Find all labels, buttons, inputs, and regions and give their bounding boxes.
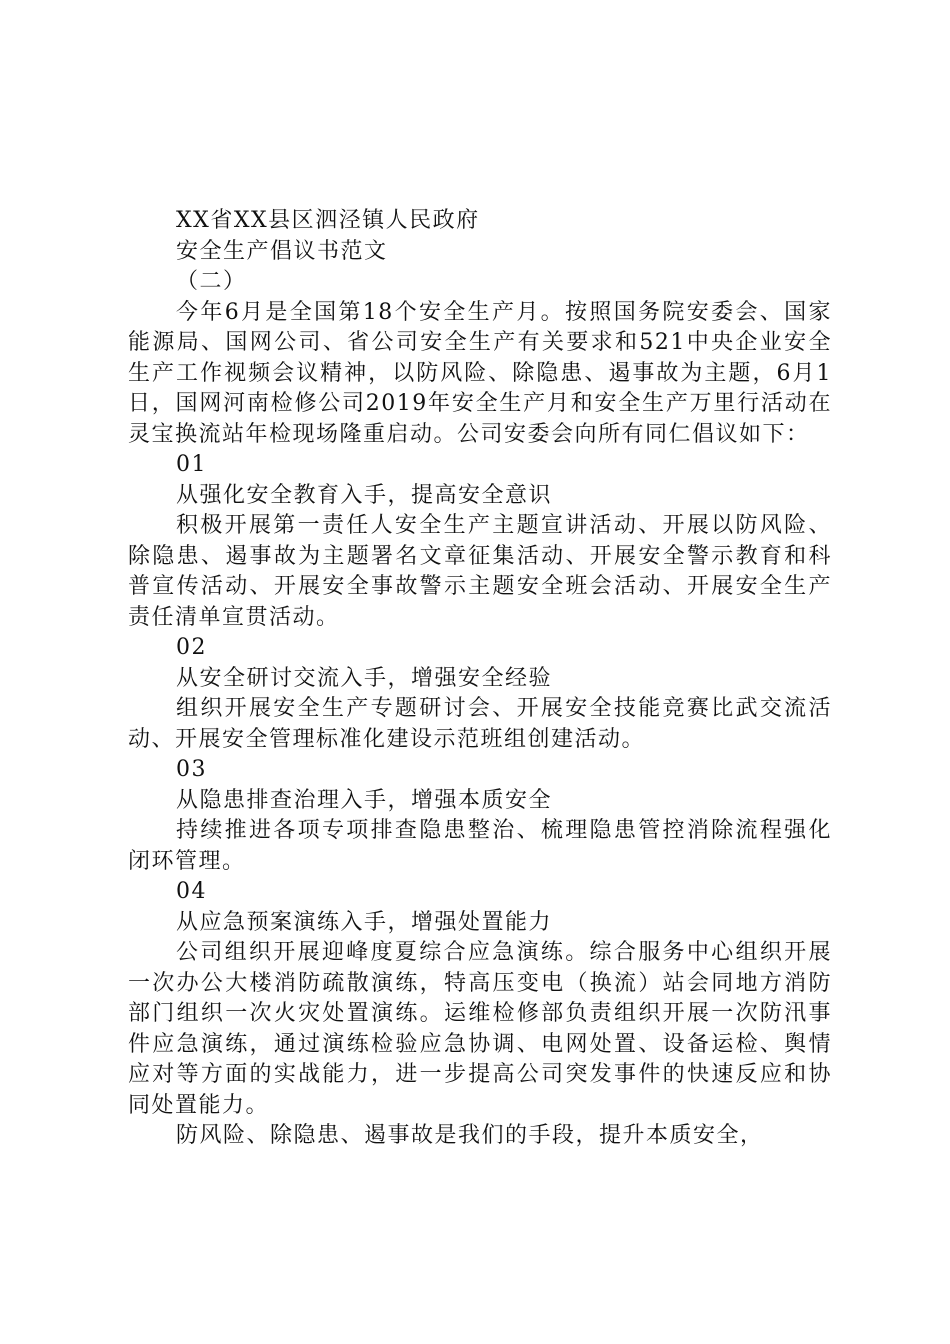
item-heading: 从强化安全教育入手，提高安全意识 [176,482,553,508]
item-heading: 从应急预案演练入手，增强处置能力 [176,909,553,935]
item-heading: 从安全研讨交流入手，增强安全经验 [176,665,553,691]
item-body: 积极开展第一责任人安全生产主题宣讲活动、开展以防风险、除隐患、遏事故为主题署名文章征集活动、开展安全警示教育和科普宣传活动、开展安全事故警示主题安全班会活动、开展安全生产责任清单宣贯活动。 [128,513,832,630]
item-heading: 从隐患排查治理入手，增强本质安全 [176,787,553,813]
item-body: 持续推进各项专项排查隐患整治、梳理隐患管控消除流程强化闭环管理。 [128,818,832,874]
intro-paragraph: 今年6月是全国第18个安全生产月。按照国务院安委会、国家能源局、国网公司、省公司安全生产有关要求和521中央企业安全生产工作视频会议精神，以防风险、除隐患、遏事故为主题，6月1日，国网河南检修公司2019年安全生产月和安全生产万里行活动在灵宝换流站年检现场隆重启动。公司安委会向所有同仁倡议如下： [128,299,832,447]
closing-paragraph: 防风险、除隐患、遏事故是我们的手段，提升本质安全， [176,1123,764,1148]
item-number: 02 [176,635,207,660]
document-title: 安全生产倡议书范文 [176,238,388,264]
document-body [128,206,832,1152]
item-body: 公司组织开展迎峰度夏综合应急演练。综合服务中心组织开展一次办公大楼消防疏散演练，特高压变电（换流）站会同地方消防部门组织一次火灾处置演练。运维检修部负责组织开展一次防汛事件应急演练，通过演练检验应急协调、电网处置、设备运检、舆情应对等方面的实战能力，进一步提高公司突发事件的快速反应和协同处置能力。 [128,940,832,1118]
section-marker: （二） [176,269,247,294]
item-number: 03 [176,757,207,782]
item-body: 组织开展安全生产专题研讨会、开展安全技能竞赛比武交流活动、开展安全管理标准化建设示范班组创建活动。 [128,696,832,752]
item-number: 04 [176,879,207,904]
header-government-name: XX省XX县区泗泾镇人民政府 [176,208,480,233]
item-number: 01 [176,452,207,477]
